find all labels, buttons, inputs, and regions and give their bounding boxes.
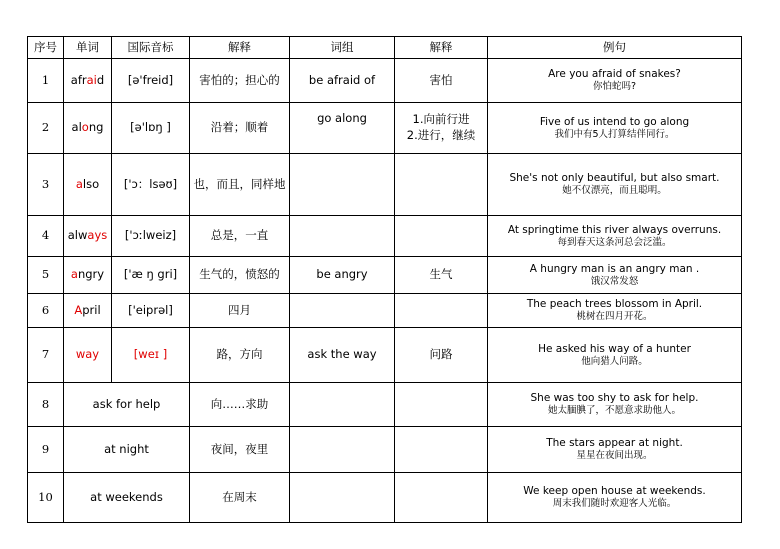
row-number: 7	[28, 328, 64, 383]
phrase-meaning-line: 问路	[429, 347, 453, 362]
example-english: At springtime this river always overruns.	[507, 223, 722, 236]
phrase-meaning-line: 1.向前行进	[412, 112, 470, 127]
word-cell	[64, 59, 112, 103]
word-highlight: A	[74, 302, 83, 317]
row-number: 6	[28, 294, 64, 328]
ipa-cell: ['ɔ：lsəʊ]	[112, 154, 190, 216]
example-english: We keep open house at weekends.	[523, 485, 706, 497]
phrase-word-cell: ask for help	[64, 383, 190, 427]
word-cell	[64, 154, 112, 216]
phrase-cell: be afraid of	[290, 59, 395, 103]
example-cell	[488, 328, 742, 383]
example-english: He asked his way of a hunter	[538, 342, 691, 355]
word-highlight: a	[70, 267, 78, 282]
word-part: ng	[88, 120, 104, 135]
example-cell	[488, 427, 742, 473]
meaning-cell: 路，方向	[190, 328, 290, 383]
example-english: The stars appear at night.	[546, 437, 683, 449]
header-meaning: 解释	[190, 37, 290, 59]
table-row	[28, 216, 742, 257]
example-english: A hungry man is an angry man .	[529, 262, 700, 275]
phrase-word-cell: at weekends	[64, 473, 190, 523]
phrase-cell	[290, 216, 395, 257]
header-word: 单词	[64, 37, 112, 59]
phrase-meaning-line: 生气	[429, 267, 453, 282]
example-chinese: 他向猎人问路。	[581, 355, 648, 367]
example-chinese: 她不仅漂亮，而且聪明。	[562, 185, 667, 197]
meaning-cell: 生气的，愤怒的	[190, 257, 290, 294]
phrase-meaning-cell	[395, 154, 488, 216]
word-cell	[64, 328, 112, 383]
table-row	[28, 383, 742, 427]
table-row	[28, 427, 742, 473]
word-highlight: a	[75, 176, 83, 191]
example-english: She was too shy to ask for help.	[530, 392, 699, 404]
table-row	[28, 59, 742, 103]
header-phrase: 词组	[290, 37, 395, 59]
ipa-cell: ['æ ŋ gri]	[112, 257, 190, 294]
example-cell	[488, 216, 742, 257]
phrase-cell: go along	[290, 103, 395, 154]
table-row	[28, 328, 742, 383]
row-number: 1	[28, 59, 64, 103]
word-cell	[64, 294, 112, 328]
meaning-cell: 在周末	[190, 473, 290, 523]
example-cell	[488, 257, 742, 294]
example-cell	[488, 473, 742, 523]
example-chinese: 她太腼腆了，不愿意求助他人。	[547, 405, 681, 417]
phrase-meaning-cell	[395, 383, 488, 427]
ipa-cell: [ə'lɒŋ ]	[112, 103, 190, 154]
table-row	[28, 257, 742, 294]
meaning-cell: 总是，一直	[190, 216, 290, 257]
meaning-cell: 向……求助	[190, 383, 290, 427]
header-ipa: 国际音标	[112, 37, 190, 59]
table-row	[28, 154, 742, 216]
word-highlight: o	[81, 120, 89, 135]
word-part: pril	[82, 302, 101, 317]
example-chinese: 星星在夜间出现。	[576, 450, 653, 462]
ipa-cell: [ə'freid]	[112, 59, 190, 103]
example-chinese: 你怕蛇吗?	[592, 81, 637, 93]
phrase-cell: be angry	[290, 257, 395, 294]
header-example: 例句	[488, 37, 742, 59]
phrase-meaning-cell	[395, 328, 488, 383]
phrase-cell	[290, 294, 395, 328]
example-chinese: 桃树在四月开花。	[576, 311, 653, 323]
word-part: lso	[82, 176, 100, 191]
example-cell	[488, 294, 742, 328]
phrase-meaning-cell	[395, 59, 488, 103]
example-cell	[488, 59, 742, 103]
row-number: 5	[28, 257, 64, 294]
phrase-meaning-cell	[395, 473, 488, 523]
example-cell	[488, 383, 742, 427]
example-chinese: 饿汉常发怒	[590, 275, 639, 287]
row-number: 2	[28, 103, 64, 154]
phrase-meaning-cell	[395, 294, 488, 328]
example-english: She's not only beautiful, but also smart.	[509, 172, 720, 184]
vocabulary-table	[27, 36, 742, 523]
word-highlight: ays	[87, 228, 108, 243]
example-english: Five of us intend to go along	[539, 115, 690, 128]
example-chinese: 每到春天这条河总会泛滥。	[557, 236, 672, 248]
word-part: alw	[67, 228, 88, 243]
phrase-cell: ask the way	[290, 328, 395, 383]
table-row	[28, 473, 742, 523]
row-number: 9	[28, 427, 64, 473]
meaning-cell: 四月	[190, 294, 290, 328]
phrase-meaning-cell	[395, 103, 488, 154]
row-number: 4	[28, 216, 64, 257]
example-english: The peach trees blossom in April.	[526, 298, 703, 310]
header-phrase-meaning: 解释	[395, 37, 488, 59]
phrase-word-cell: at night	[64, 427, 190, 473]
word-highlight: ai	[86, 72, 97, 87]
ipa-cell: ['ɔːlweiz]	[112, 216, 190, 257]
example-cell	[488, 154, 742, 216]
header-row	[28, 37, 742, 59]
word-part: al	[71, 120, 82, 135]
phrase-meaning-line: 2.进行，继续	[406, 128, 476, 142]
word-part: ngry	[77, 267, 105, 282]
row-number: 3	[28, 154, 64, 216]
meaning-cell: 夜间，夜里	[190, 427, 290, 473]
word-cell	[64, 257, 112, 294]
phrase-cell	[290, 473, 395, 523]
row-number: 10	[28, 473, 64, 523]
phrase-meaning-cell	[395, 216, 488, 257]
word-part: d	[96, 72, 105, 87]
example-cell	[488, 103, 742, 154]
row-number: 8	[28, 383, 64, 427]
phrase-cell	[290, 427, 395, 473]
word-cell	[64, 216, 112, 257]
meaning-cell: 沿着；顺着	[190, 103, 290, 154]
table-row	[28, 103, 742, 154]
phrase-meaning-cell	[395, 257, 488, 294]
phrase-meaning-cell	[395, 427, 488, 473]
word-part: afr	[70, 72, 87, 87]
word-cell	[64, 103, 112, 154]
phrase-meaning-line: 害怕	[429, 72, 453, 87]
meaning-cell: 害怕的；担心的	[190, 59, 290, 103]
meaning-cell: 也，而且，同样地	[190, 154, 290, 216]
phrase-cell	[290, 154, 395, 216]
example-english: Are you afraid of snakes?	[548, 68, 681, 80]
ipa-cell: ['eiprəl]	[112, 294, 190, 328]
example-chinese: 我们中有5人打算结伴同行。	[554, 128, 675, 140]
phrase-cell	[290, 383, 395, 427]
header-no: 序号	[28, 37, 64, 59]
example-chinese: 周末我们随时欢迎客人光临。	[552, 498, 677, 510]
table-row	[28, 294, 742, 328]
word-highlight: way	[75, 347, 100, 362]
ipa-cell: [weɪ ]	[112, 328, 190, 383]
